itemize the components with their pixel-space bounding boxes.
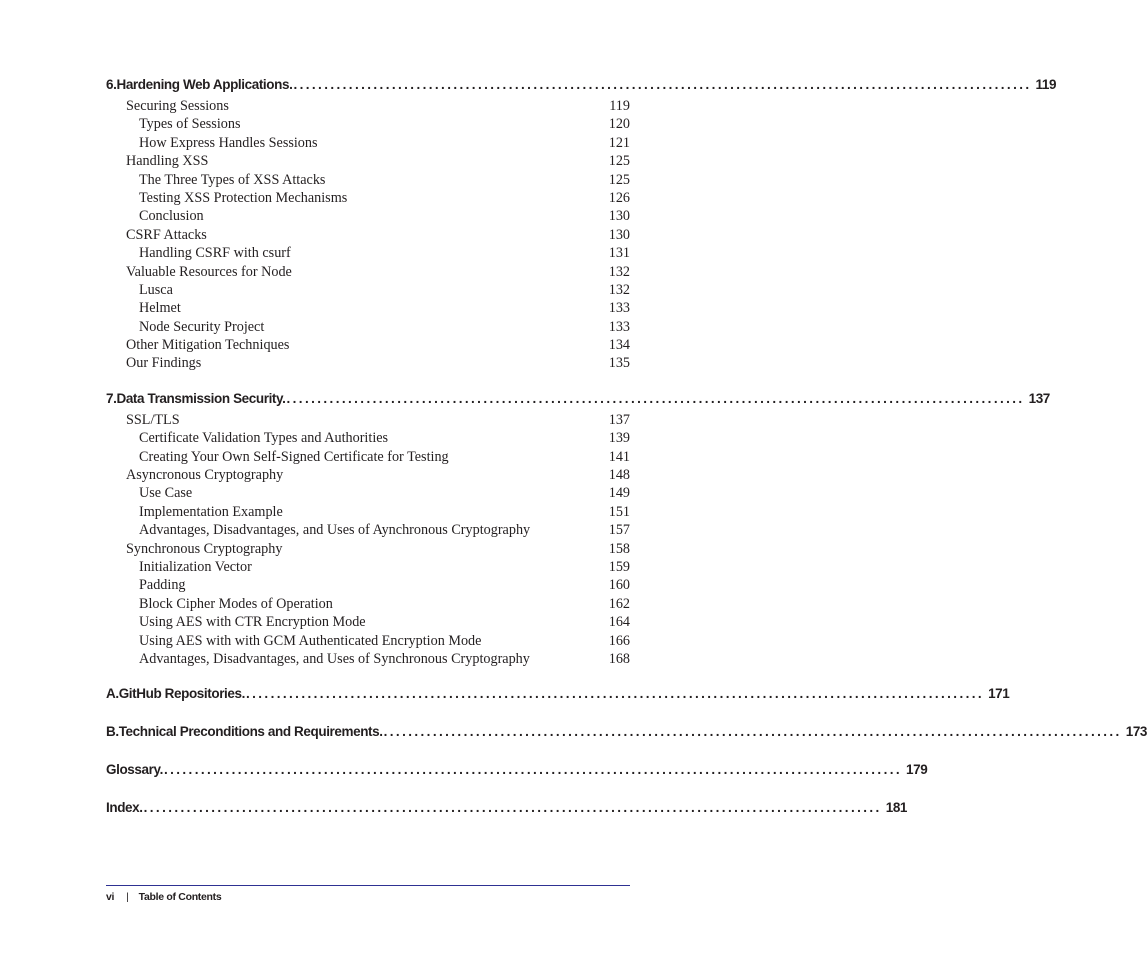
- toc-subsection[interactable]: [106, 300, 630, 318]
- subsection-title: Padding: [139, 577, 186, 594]
- subsection-page: 130: [608, 208, 630, 225]
- appendix-letter: B.: [106, 724, 119, 740]
- toc-section[interactable]: [106, 355, 630, 373]
- toc-section[interactable]: [106, 467, 630, 485]
- subsection-title: Advantages, Disadvantages, and Uses of Synchronous Cryptography: [139, 650, 530, 667]
- toc-section[interactable]: [106, 264, 630, 282]
- toc-subsection[interactable]: [106, 319, 630, 337]
- subsection-page: 151: [608, 503, 630, 520]
- toc-section[interactable]: [106, 337, 630, 355]
- dot-leader: ........................................................................................................................: [245, 686, 985, 702]
- section-title: Handling XSS: [126, 153, 209, 170]
- toc-appendix-b[interactable]: [106, 724, 1147, 745]
- section-page: 119: [609, 98, 630, 114]
- appendix-page: 173: [1125, 724, 1147, 740]
- index-page: 181: [885, 800, 908, 816]
- subsection-page: 125: [608, 171, 630, 188]
- toc-subsection[interactable]: [106, 614, 630, 632]
- toc-subsection[interactable]: [106, 633, 630, 651]
- subsection-page: 120: [608, 116, 630, 133]
- toc-section[interactable]: [106, 412, 630, 430]
- appendix-title: GitHub Repositories.: [118, 686, 245, 702]
- appendix-title: Technical Preconditions and Requirements.: [118, 724, 383, 740]
- section-page: 130: [608, 226, 630, 243]
- running-title: Table of Contents: [138, 891, 222, 903]
- chapter-title: Data Transmission Security.: [116, 390, 286, 406]
- spacer: [106, 707, 630, 724]
- subsection-title: Certificate Validation Types and Authorities: [139, 430, 389, 447]
- toc-section[interactable]: [106, 227, 630, 245]
- spacer: [106, 374, 630, 391]
- toc-appendix-a[interactable]: [106, 686, 1010, 707]
- subsection-page: 141: [608, 448, 630, 465]
- section-title: SSL/TLS: [126, 411, 180, 428]
- subsection-page: 162: [608, 595, 630, 612]
- spacer: [106, 745, 630, 762]
- subsection-title: Types of Sessions: [139, 116, 241, 133]
- index-title: Index.: [106, 800, 143, 816]
- toc-subsection[interactable]: [106, 559, 630, 577]
- section-title: Our Findings: [126, 355, 202, 372]
- subsection-title: Using AES with with GCM Authenticated Encryption Mode: [139, 632, 482, 649]
- subsection-page: 164: [608, 614, 630, 631]
- dot-leader: ........................................................................................................................: [286, 390, 1025, 406]
- toc-glossary[interactable]: [106, 762, 928, 783]
- subsection-page: 159: [608, 558, 630, 575]
- section-title: Asyncronous Cryptography: [126, 467, 284, 484]
- toc-subsection[interactable]: [106, 430, 630, 448]
- subsection-page: 131: [608, 245, 630, 262]
- subsection-page: 149: [608, 485, 630, 502]
- toc-subsection[interactable]: [106, 282, 630, 300]
- dot-leader: ........................................................................................................................: [293, 77, 1032, 92]
- spacer: [106, 669, 630, 686]
- subsection-page: 168: [608, 650, 630, 667]
- subsection-title: Handling CSRF with csurf: [139, 245, 291, 262]
- subsection-page: 133: [608, 318, 630, 335]
- toc-chapter-6[interactable]: [106, 77, 1057, 98]
- footer-separator: |: [126, 891, 129, 903]
- toc-subsection[interactable]: [106, 245, 630, 263]
- footer-rule: [106, 885, 630, 886]
- toc-chapter-7[interactable]: [106, 390, 1050, 412]
- chapter-number: 7.: [106, 390, 117, 406]
- section-title: Other Mitigation Techniques: [126, 337, 290, 354]
- toc-subsection[interactable]: [106, 485, 630, 503]
- toc-section[interactable]: [106, 153, 630, 171]
- subsection-page: 133: [608, 300, 630, 317]
- toc-subsection[interactable]: [106, 208, 630, 226]
- toc-subsection[interactable]: [106, 651, 630, 669]
- toc-section[interactable]: [106, 98, 630, 116]
- subsection-title: The Three Types of XSS Attacks: [139, 171, 326, 188]
- section-page: 125: [608, 153, 630, 170]
- toc-subsection[interactable]: [106, 449, 630, 467]
- dot-leader: ........................................................................................................................: [163, 762, 903, 778]
- spacer: [106, 783, 630, 800]
- subsection-title: Creating Your Own Self-Signed Certificate for Testing: [139, 448, 449, 465]
- section-page: 132: [608, 263, 630, 280]
- subsection-page: 132: [608, 281, 630, 298]
- toc-subsection[interactable]: [106, 172, 630, 190]
- subsection-title: Block Cipher Modes of Operation: [139, 595, 333, 612]
- subsection-page: 139: [608, 430, 630, 447]
- chapter-number: 6.: [106, 77, 117, 92]
- subsection-title: Node Security Project: [139, 318, 265, 335]
- section-page: 158: [608, 540, 630, 557]
- section-title: Synchronous Cryptography: [126, 540, 283, 557]
- toc-index[interactable]: [106, 800, 908, 821]
- section-page: 134: [608, 337, 630, 354]
- subsection-title: Using AES with CTR Encryption Mode: [139, 614, 366, 631]
- toc-section[interactable]: [106, 541, 630, 559]
- glossary-page: 179: [906, 762, 928, 778]
- appendix-page: 171: [988, 686, 1010, 702]
- dot-leader: ........................................................................................................................: [383, 724, 1122, 740]
- subsection-title: Use Case: [139, 485, 193, 502]
- section-page: 135: [608, 355, 630, 372]
- subsection-title: Initialization Vector: [139, 558, 252, 575]
- subsection-page: 160: [608, 577, 630, 594]
- table-of-contents: [106, 77, 1147, 821]
- toc-subsection[interactable]: [106, 596, 630, 614]
- page-footer: [106, 891, 221, 903]
- toc-subsection[interactable]: [106, 577, 630, 595]
- subsection-title: Implementation Example: [139, 503, 283, 520]
- dot-leader: ........................................................................................................................: [143, 800, 882, 816]
- page-number: vi: [106, 891, 115, 903]
- chapter-page: 119: [1035, 77, 1057, 92]
- chapter-page: 137: [1028, 390, 1050, 406]
- subsection-page: 157: [608, 522, 630, 539]
- section-title: Valuable Resources for Node: [126, 263, 292, 280]
- subsection-page: 126: [608, 189, 630, 206]
- subsection-title: Conclusion: [139, 208, 204, 225]
- subsection-title: Helmet: [139, 300, 181, 317]
- section-page: 137: [608, 411, 630, 428]
- chapter-title: Hardening Web Applications.: [116, 77, 293, 92]
- toc-subsection[interactable]: [106, 522, 630, 540]
- subsection-title: Lusca: [139, 281, 173, 298]
- subsection-title: Advantages, Disadvantages, and Uses of Aynchronous Cryptography: [139, 522, 531, 539]
- toc-subsection[interactable]: [106, 504, 630, 522]
- toc-subsection[interactable]: [106, 116, 630, 134]
- subsection-page: 166: [608, 632, 630, 649]
- glossary-title: Glossary.: [106, 762, 163, 778]
- section-title: Securing Sessions: [126, 98, 229, 114]
- section-page: 148: [608, 467, 630, 484]
- subsection-page: 121: [608, 134, 630, 151]
- subsection-title: Testing XSS Protection Mechanisms: [139, 189, 348, 206]
- section-title: CSRF Attacks: [126, 226, 207, 243]
- subsection-title: How Express Handles Sessions: [139, 134, 318, 151]
- appendix-letter: A.: [106, 686, 119, 702]
- toc-subsection[interactable]: [106, 135, 630, 153]
- toc-subsection[interactable]: [106, 190, 630, 208]
